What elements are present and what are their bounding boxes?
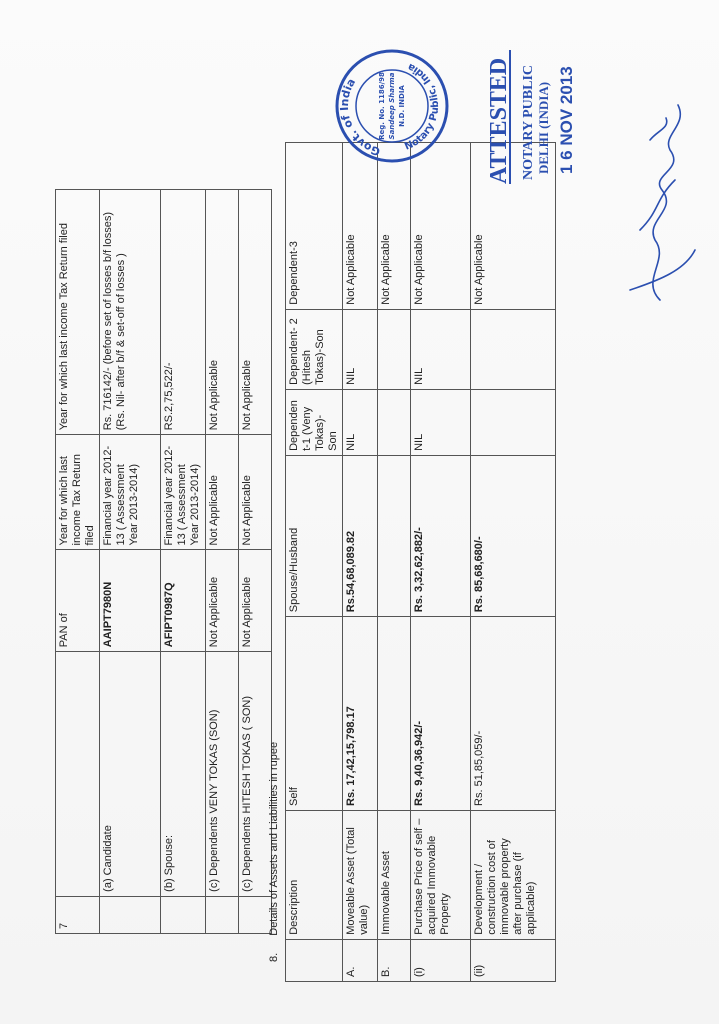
row-number: 7 — [56, 896, 100, 933]
attested-stamp — [470, 30, 580, 200]
header-cell: Description — [286, 810, 343, 939]
table-row — [286, 143, 343, 982]
section-caption — [268, 742, 280, 962]
dep1-value — [378, 389, 411, 455]
row-label: (c) Dependents HITESH TOKAS ( SON) — [239, 652, 272, 897]
seal-bottom-text: Notary Public, India — [403, 60, 442, 153]
spouse-value — [378, 455, 411, 616]
table-row — [343, 143, 378, 982]
row-id: (ii) — [471, 939, 556, 981]
income-value: Rs. 716142/- (before set of losses b/f losses) (Rs. Nil- after b/f & set-off of losses ) — [100, 190, 161, 435]
year-value: Not Applicable — [239, 435, 272, 550]
income-tax-table — [55, 189, 272, 934]
row-label: (a) Candidate — [100, 652, 161, 897]
dep2-value: NIL — [411, 309, 471, 389]
notary-seal — [334, 48, 450, 164]
table-row — [378, 143, 411, 982]
assets-liabilities-table — [285, 142, 556, 982]
attested-date: 1 6 NOV 2013 — [557, 66, 576, 174]
dep3-value: Not Applicable — [411, 143, 471, 310]
table-row — [161, 190, 206, 934]
signature-scribble — [600, 80, 710, 310]
dep2-value: NIL — [343, 309, 378, 389]
spouse-value: Rs.54,68,089.82 — [343, 455, 378, 616]
seal-reg-number: Reg. No. 1186/98 — [378, 72, 386, 140]
pan-value: Not Applicable — [206, 550, 239, 652]
attested-line2: DELHI (INDIA) — [536, 81, 551, 174]
row-description: Moveable Asset (Total value) — [343, 810, 378, 939]
section-title: Details of Assets and Liabilities in rupee — [268, 741, 280, 936]
row-id: B. — [378, 939, 411, 981]
row-id: (i) — [411, 939, 471, 981]
self-value — [378, 617, 411, 811]
header-cell: Dependen t-1 (Veny Tokas)- Son — [286, 389, 343, 455]
section-number: 8. — [268, 952, 280, 962]
attested-title: ATTESTED — [486, 57, 512, 184]
empty-cell — [161, 896, 206, 933]
dep1-value: NIL — [343, 389, 378, 455]
header-cell — [286, 939, 343, 981]
empty-cell — [239, 896, 272, 933]
dep2-value — [471, 309, 556, 389]
table-row — [56, 190, 100, 934]
header-cell: Year for which last income Tax Return filed — [56, 190, 100, 435]
row-description: Development / construction cost of immovable property after purchase (if applicable) — [471, 810, 556, 939]
table-row — [100, 190, 161, 934]
seal-name: Sandeep Sharma — [388, 72, 396, 140]
pan-value: AFIPT0987Q — [161, 550, 206, 652]
income-value: Not Applicable — [239, 190, 272, 435]
table-row — [471, 143, 556, 982]
row-description: Purchase Price of self –acquired Immovable Property — [411, 810, 471, 939]
year-value: Not Applicable — [206, 435, 239, 550]
row-id: A. — [343, 939, 378, 981]
dep3-value: Not Applicable — [471, 143, 556, 310]
table-row — [411, 143, 471, 982]
self-value: Rs. 51,85,059/- — [471, 617, 556, 811]
header-cell — [56, 652, 100, 897]
spouse-value: Rs. 3,32,62,882/- — [411, 455, 471, 616]
header-cell: Dependent- 2 (Hitesh Tokas)-Son — [286, 309, 343, 389]
row-label: (b) Spouse: — [161, 652, 206, 897]
header-cell: Year for which last income Tax Return filed — [56, 435, 100, 550]
dep1-value — [471, 389, 556, 455]
year-value: Financial year 2012-13 ( Assessment Year 2013-2014) — [161, 435, 206, 550]
income-value: Not Applicable — [206, 190, 239, 435]
spouse-value: Rs. 85,68,680/- — [471, 455, 556, 616]
dep3-value: Not Applicable — [378, 143, 411, 310]
row-label: (c) Dependents VENY TOKAS (SON) — [206, 652, 239, 897]
year-value: Financial year 2012-13 ( Assessment Year 2013-2014) — [100, 435, 161, 550]
income-value: RS.2,75,522/- — [161, 190, 206, 435]
pan-value: AAIPT7980N — [100, 550, 161, 652]
seal-place: N.D. INDIA — [398, 85, 406, 127]
seal-top-text: Govt. of India — [337, 76, 383, 159]
header-cell: Spouse/Husband — [286, 455, 343, 616]
table-row — [239, 190, 272, 934]
empty-cell — [100, 896, 161, 933]
self-value: Rs. 17,42,15,798.17 — [343, 617, 378, 811]
attested-line1: NOTARY PUBLIC — [521, 64, 536, 180]
self-value: Rs. 9,40,36,942/- — [411, 617, 471, 811]
header-cell: Dependent-3 — [286, 143, 343, 310]
empty-cell — [206, 896, 239, 933]
dep2-value — [378, 309, 411, 389]
header-cell: PAN of — [56, 550, 100, 652]
dep3-value: Not Applicable — [343, 143, 378, 310]
table-row — [206, 190, 239, 934]
pan-value: Not Applicable — [239, 550, 272, 652]
dep1-value: NIL — [411, 389, 471, 455]
row-description: Immovable Asset — [378, 810, 411, 939]
header-cell: Self — [286, 617, 343, 811]
